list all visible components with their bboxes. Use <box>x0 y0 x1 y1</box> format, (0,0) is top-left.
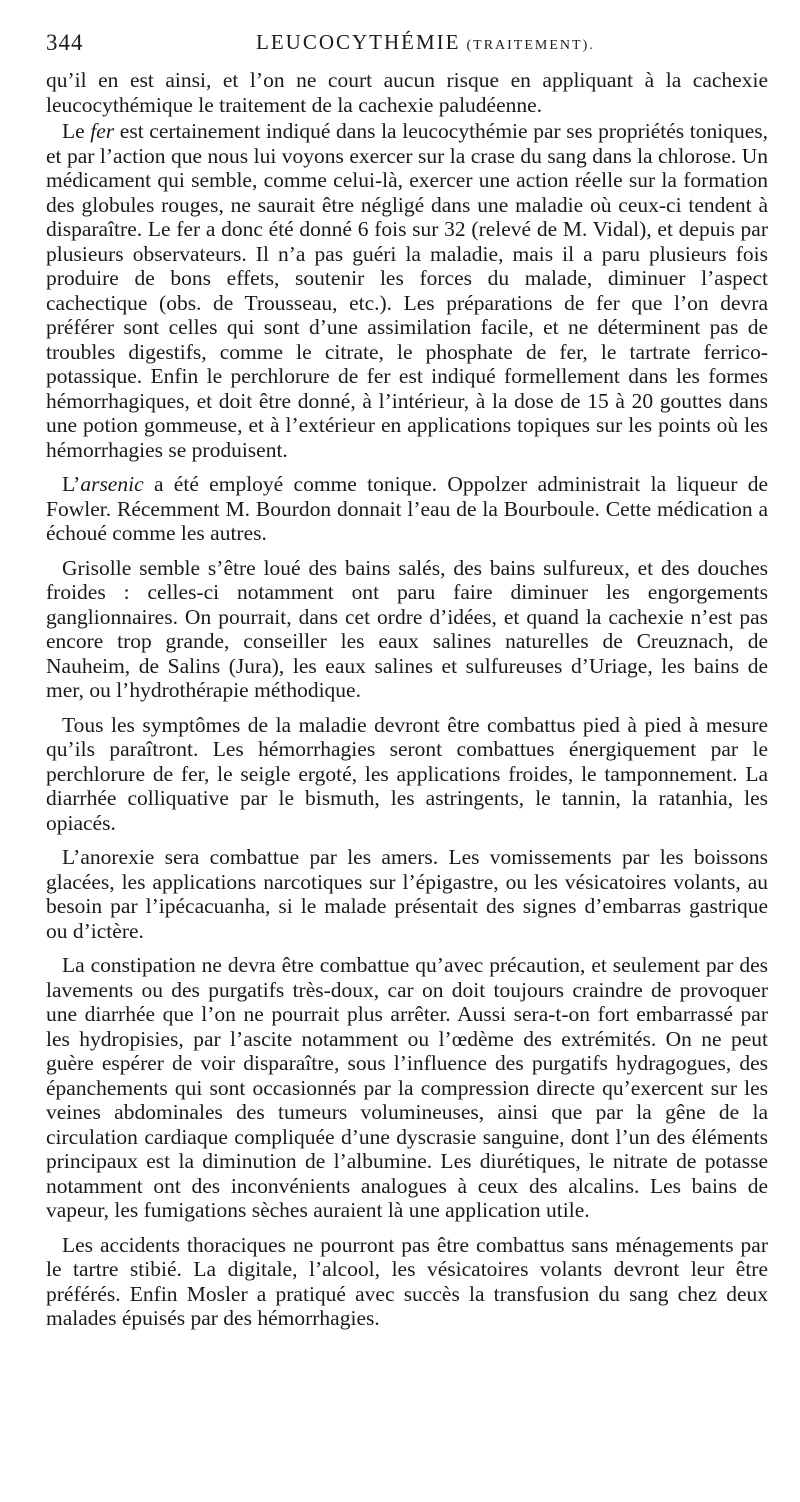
paragraph-text: L’ <box>62 472 81 496</box>
paragraph <box>46 953 768 1223</box>
paragraph-text: Tous les symptômes de la maladie devront être combattus pied à pied à mesure qu’ils paraîtront. Les hémorrhagies seront combattues énergiquement par le perchlorure de fer, le seigle ergoté, les applications froides, le tamponnement. La diarrhée colliquative par le bismuth, les astringents, le tannin, la ratanhia, les opiacés. <box>46 712 768 835</box>
paragraph-text: est certainement indiqué dans la leucocythémie par ses propriétés toniques, et par l’action que nous lui voyons exercer sur la crase du sang dans la chlorose. Un médicament qui semble, comme celui-là, exercer une action réelle sur la formation des globules rouges, ne saurait être négligé dans une maladie où ceux-ci tendent à disparaître. Le fer a donc été donné 6 fois sur 32 (relevé de M. Vidal), et depuis par plusieurs observateurs. Il n’a pas guéri la maladie, mais il a paru plusieurs fois produire de bons effets, soutenir les forces du malade, diminuer l’aspect cachectique (obs. de Trousseau, etc.). Les préparations de fer que l’on devra préférer sont celles qui sont d’une assimilation facile, et ne déterminent pas de troubles digestifs, comme le citrate, le phosphate de fer, le tartrate ferrico-potassique. Enfin le perchlorure de fer est indiqué formellement dans les formes hémorrhagiques, et doit être donné, à l’intérieur, à la dose de 15 à 20 gouttes dans une potion gommeuse, et à l’extérieur en applications topiques sur les points où les hémorrhagies se produisent. <box>46 119 768 462</box>
paragraph <box>46 68 768 117</box>
paragraph <box>46 472 768 546</box>
running-title-sub: (TRAITEMENT). <box>466 38 595 53</box>
paragraph-text: a été employé comme tonique. Oppolzer administrait la liqueur de Fowler. Récemment M. Bourdon donnait l’eau de la Bourboule. Cette médication a échoué comme les autres. <box>46 472 768 545</box>
paragraph-text: qu’il en est ainsi, et l’on ne court aucun risque en appliquant à la cachexie leucocythémique le traitement de la cachexie paludéenne. <box>46 68 768 117</box>
paragraph-text: Les accidents thoraciques ne pourront pas être combattus sans ménagements par le tartre stibié. La digitale, l’alcool, les vésicatoires volants devront leur être préférés. Enfin Mosler a pratiqué avec succès la transfusion du sang chez deux malades épuisés par des hémorrhagies. <box>46 1232 768 1330</box>
paragraph-text: La constipation ne devra être combattue qu’avec précaution, et seulement par des lavements ou des purgatifs très-doux, car on doit toujours craindre de provoquer une diarrhée que l’on ne pourrait plus arrêter. Aussi sera-t-on fort embarrassé par les hydropisies, par l’ascite notamment ou l’œdème des extrémités. On ne peut guère espérer de voir disparaître, sous l’influence des purgatifs hydragogues, des épanchements qui sont occasionnés par la compression directe qu’exercent sur les veines abdominales des tumeurs volumineuses, ainsi que par la gêne de la circulation cardiaque compliquée d’une dyscrasie sanguine, dont l’un des éléments principaux est la diminution de l’albumine. Les diurétiques, le nitrate de potasse notamment ont des inconvénients analogues à ceux des alcalins. Les bains de vapeur, les fumigations sèches auraient là une application utile. <box>46 953 768 1222</box>
running-head <box>46 30 764 60</box>
paragraph <box>46 556 768 703</box>
running-title-main: LEUCOCYTHÉMIE <box>256 30 461 54</box>
paragraph-text: Le <box>62 119 91 143</box>
paragraph-text: L’anorexie sera combattue par les amers. Les vomissements par les boissons glacées, les applications narcotiques sur l’épigastre, ou les vésicatoires volants, au besoin par l’ipécacuanha, si le malade présentait des signes d’embarras gastrique ou d’ictère. <box>46 845 768 943</box>
paragraph <box>46 713 768 836</box>
paragraph <box>46 119 768 462</box>
body-text <box>46 68 768 1333</box>
italic-term: arsenic <box>80 472 144 496</box>
page-number: 344 <box>46 30 84 55</box>
paragraph <box>46 845 768 943</box>
paragraph <box>46 1233 768 1331</box>
running-title <box>256 30 595 55</box>
paragraph-text: Grisolle semble s’être loué des bains salés, des bains sulfureux, et des douches froides : celles-ci notamment ont paru faire diminuer les engorgements ganglionnaires. On pourrait, dans cet ordre d’idées, et quand la cachexie n’est pas encore trop grande, conseiller les eaux salines naturelles de Creuznach, de Nauheim, de Salins (Jura), les eaux salines et sulfureuses d’Uriage, les bains de mer, ou l’hydrothérapie méthodique. <box>46 555 768 702</box>
italic-term: fer <box>90 119 115 143</box>
